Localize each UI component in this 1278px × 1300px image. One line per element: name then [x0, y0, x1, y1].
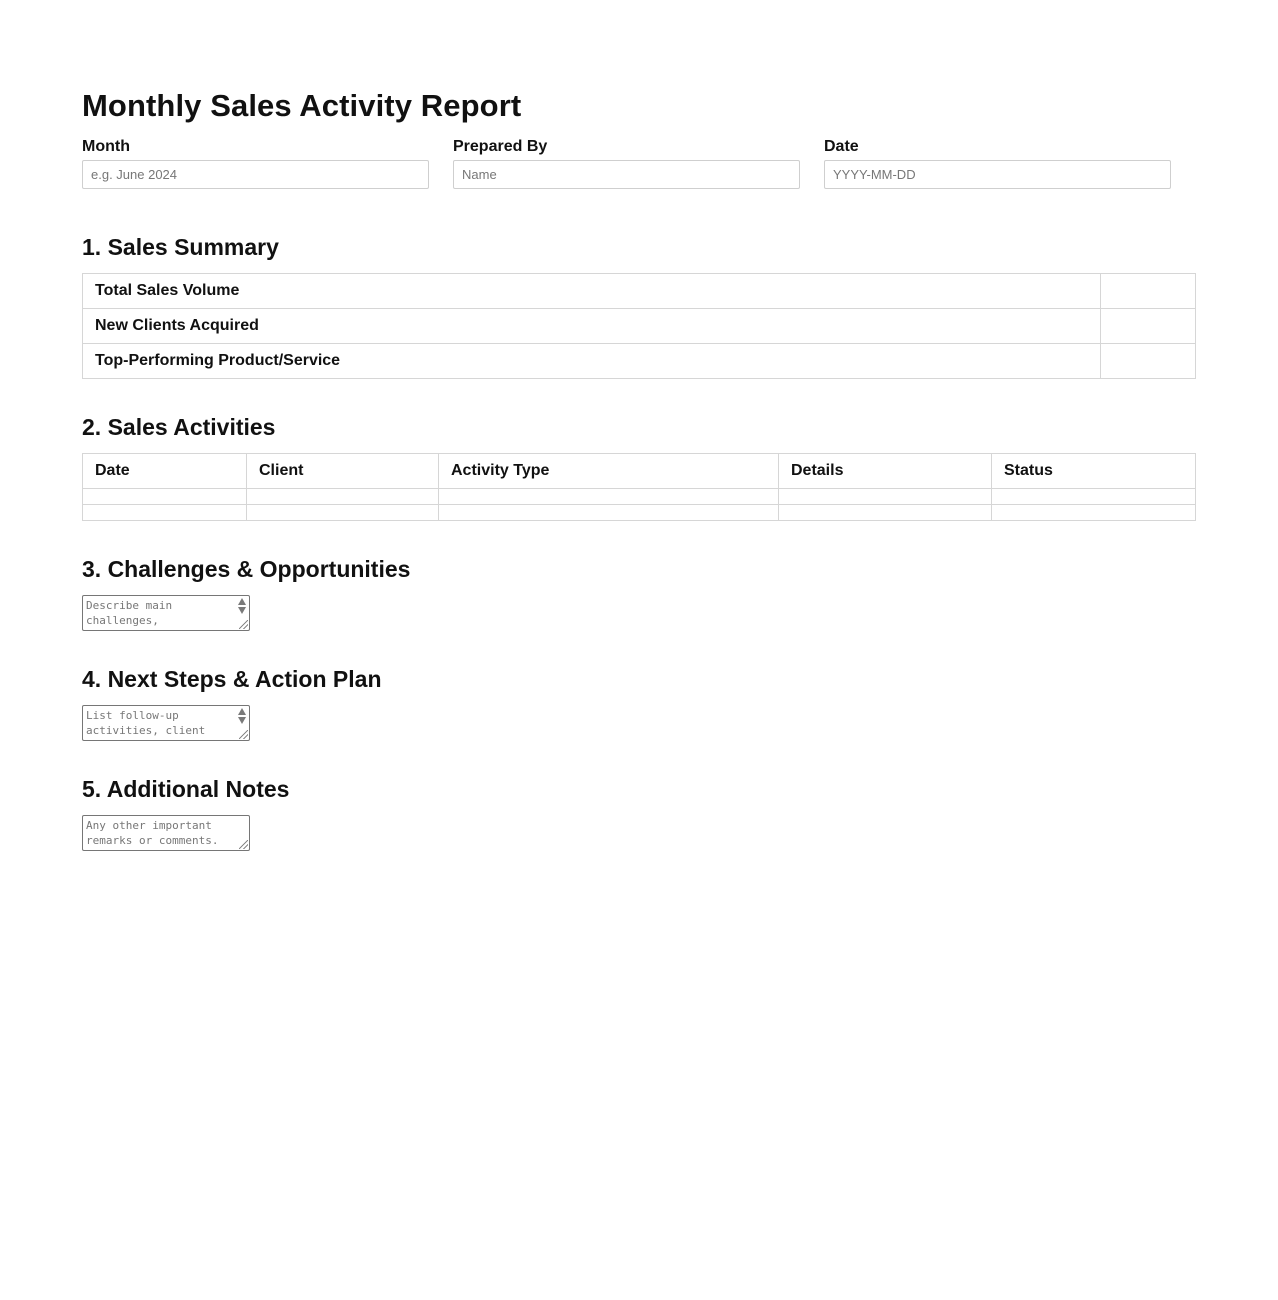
- table-row: [83, 309, 1196, 344]
- next-steps-textarea-wrapper: [82, 705, 250, 741]
- table-header-row: [83, 454, 1196, 489]
- scroll-down-icon[interactable]: [238, 717, 246, 724]
- table-cell[interactable]: [439, 489, 779, 505]
- resize-grip-icon[interactable]: [239, 730, 248, 739]
- date-field: [824, 138, 1171, 189]
- table-cell[interactable]: [247, 489, 439, 505]
- table-cell[interactable]: [779, 505, 992, 521]
- sales-summary-heading: 1. Sales Summary: [82, 234, 279, 260]
- challenges-textarea[interactable]: [82, 595, 250, 631]
- table-row: [83, 344, 1196, 379]
- scroll-up-icon[interactable]: [238, 598, 246, 605]
- next-steps-scrollbar[interactable]: [236, 707, 248, 727]
- scroll-down-icon[interactable]: [238, 607, 246, 614]
- date-input[interactable]: [824, 160, 1171, 189]
- prepared-by-label: Prepared By: [453, 138, 548, 155]
- report-meta-row: [82, 138, 1196, 189]
- resize-grip-icon[interactable]: [239, 840, 248, 849]
- challenges-heading: 3. Challenges & Opportunities: [82, 556, 411, 582]
- sales-activities-table: [82, 453, 1196, 521]
- date-label: Date: [824, 138, 859, 155]
- table-cell[interactable]: [992, 489, 1196, 505]
- table-row: [83, 274, 1196, 309]
- table-row: [83, 505, 1196, 521]
- table-cell[interactable]: [83, 505, 247, 521]
- sales-summary-table: [82, 273, 1196, 379]
- next-steps-heading: 4. Next Steps & Action Plan: [82, 666, 382, 692]
- challenges-scrollbar[interactable]: [236, 597, 248, 617]
- additional-notes-heading: 5. Additional Notes: [82, 776, 290, 802]
- month-field: [82, 138, 429, 189]
- notes-textarea[interactable]: [82, 815, 250, 851]
- summary-label-new-clients: New Clients Acquired: [83, 309, 1101, 344]
- column-header-client: Client: [247, 454, 439, 489]
- summary-value-new-clients[interactable]: [1101, 309, 1196, 344]
- summary-value-total-sales[interactable]: [1101, 274, 1196, 309]
- month-input[interactable]: [82, 160, 429, 189]
- table-cell[interactable]: [779, 489, 992, 505]
- next-steps-textarea[interactable]: [82, 705, 250, 741]
- summary-value-top-product[interactable]: [1101, 344, 1196, 379]
- table-cell[interactable]: [247, 505, 439, 521]
- resize-grip-icon[interactable]: [239, 620, 248, 629]
- column-header-details: Details: [779, 454, 992, 489]
- column-header-status: Status: [992, 454, 1196, 489]
- scroll-up-icon[interactable]: [238, 708, 246, 715]
- notes-textarea-wrapper: [82, 815, 250, 851]
- page-title: Monthly Sales Activity Report: [82, 88, 522, 123]
- prepared-by-input[interactable]: [453, 160, 800, 189]
- column-header-date: Date: [83, 454, 247, 489]
- challenges-textarea-wrapper: [82, 595, 250, 631]
- table-cell[interactable]: [992, 505, 1196, 521]
- column-header-activity-type: Activity Type: [439, 454, 779, 489]
- month-label: Month: [82, 138, 130, 155]
- table-row: [83, 489, 1196, 505]
- table-cell[interactable]: [439, 505, 779, 521]
- table-cell[interactable]: [83, 489, 247, 505]
- sales-activities-heading: 2. Sales Activities: [82, 414, 276, 440]
- summary-label-total-sales: Total Sales Volume: [83, 274, 1101, 309]
- prepared-by-field: [453, 138, 800, 189]
- summary-label-top-product: Top-Performing Product/Service: [83, 344, 1101, 379]
